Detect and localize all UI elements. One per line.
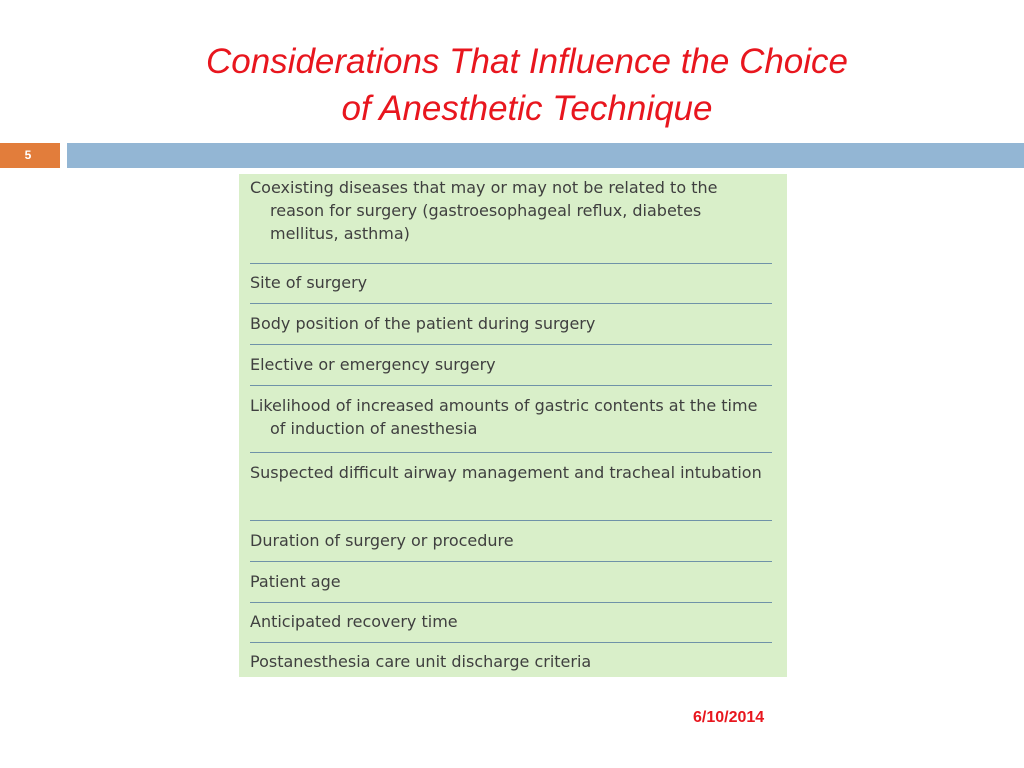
table-row xyxy=(250,386,772,453)
table-row xyxy=(250,176,772,264)
table-row-text: Patient age xyxy=(250,572,341,591)
slide-number: 5 xyxy=(0,143,60,168)
slide-title xyxy=(0,38,1024,132)
table-row-text: Suspected difficult airway management and tracheal intubation xyxy=(250,463,762,482)
table-row-text: Site of surgery xyxy=(250,273,368,292)
slide-date: 6/10/2014 xyxy=(693,709,765,726)
table-row-text: Likelihood of increased amounts of gastric contents at the time of induction of anesthesia xyxy=(250,396,758,438)
considerations-table xyxy=(239,174,787,677)
table-row xyxy=(250,453,772,521)
table-row xyxy=(250,264,772,304)
table-row-text: Postanesthesia care unit discharge criteria xyxy=(250,652,592,671)
table-row-text: Coexisting diseases that may or may not be related to the reason for surgery (gastroesophageal reflux, diabetes mellitus, asthma) xyxy=(250,178,718,243)
table-row xyxy=(250,304,772,345)
table-row xyxy=(250,643,772,677)
table-row xyxy=(250,562,772,603)
table-row xyxy=(250,345,772,386)
header-bar xyxy=(67,143,1024,168)
table-row-text: Duration of surgery or procedure xyxy=(250,531,514,550)
table-row xyxy=(250,603,772,643)
table-row-text: Body position of the patient during surgery xyxy=(250,314,596,333)
slide-title-line-1: Considerations That Influence the Choice xyxy=(205,42,849,81)
table-row-text: Elective or emergency surgery xyxy=(250,355,496,374)
table-row-text: Anticipated recovery time xyxy=(250,612,458,631)
table-row xyxy=(250,521,772,562)
slide-title-line-2: of Anesthetic Technique xyxy=(341,89,713,128)
